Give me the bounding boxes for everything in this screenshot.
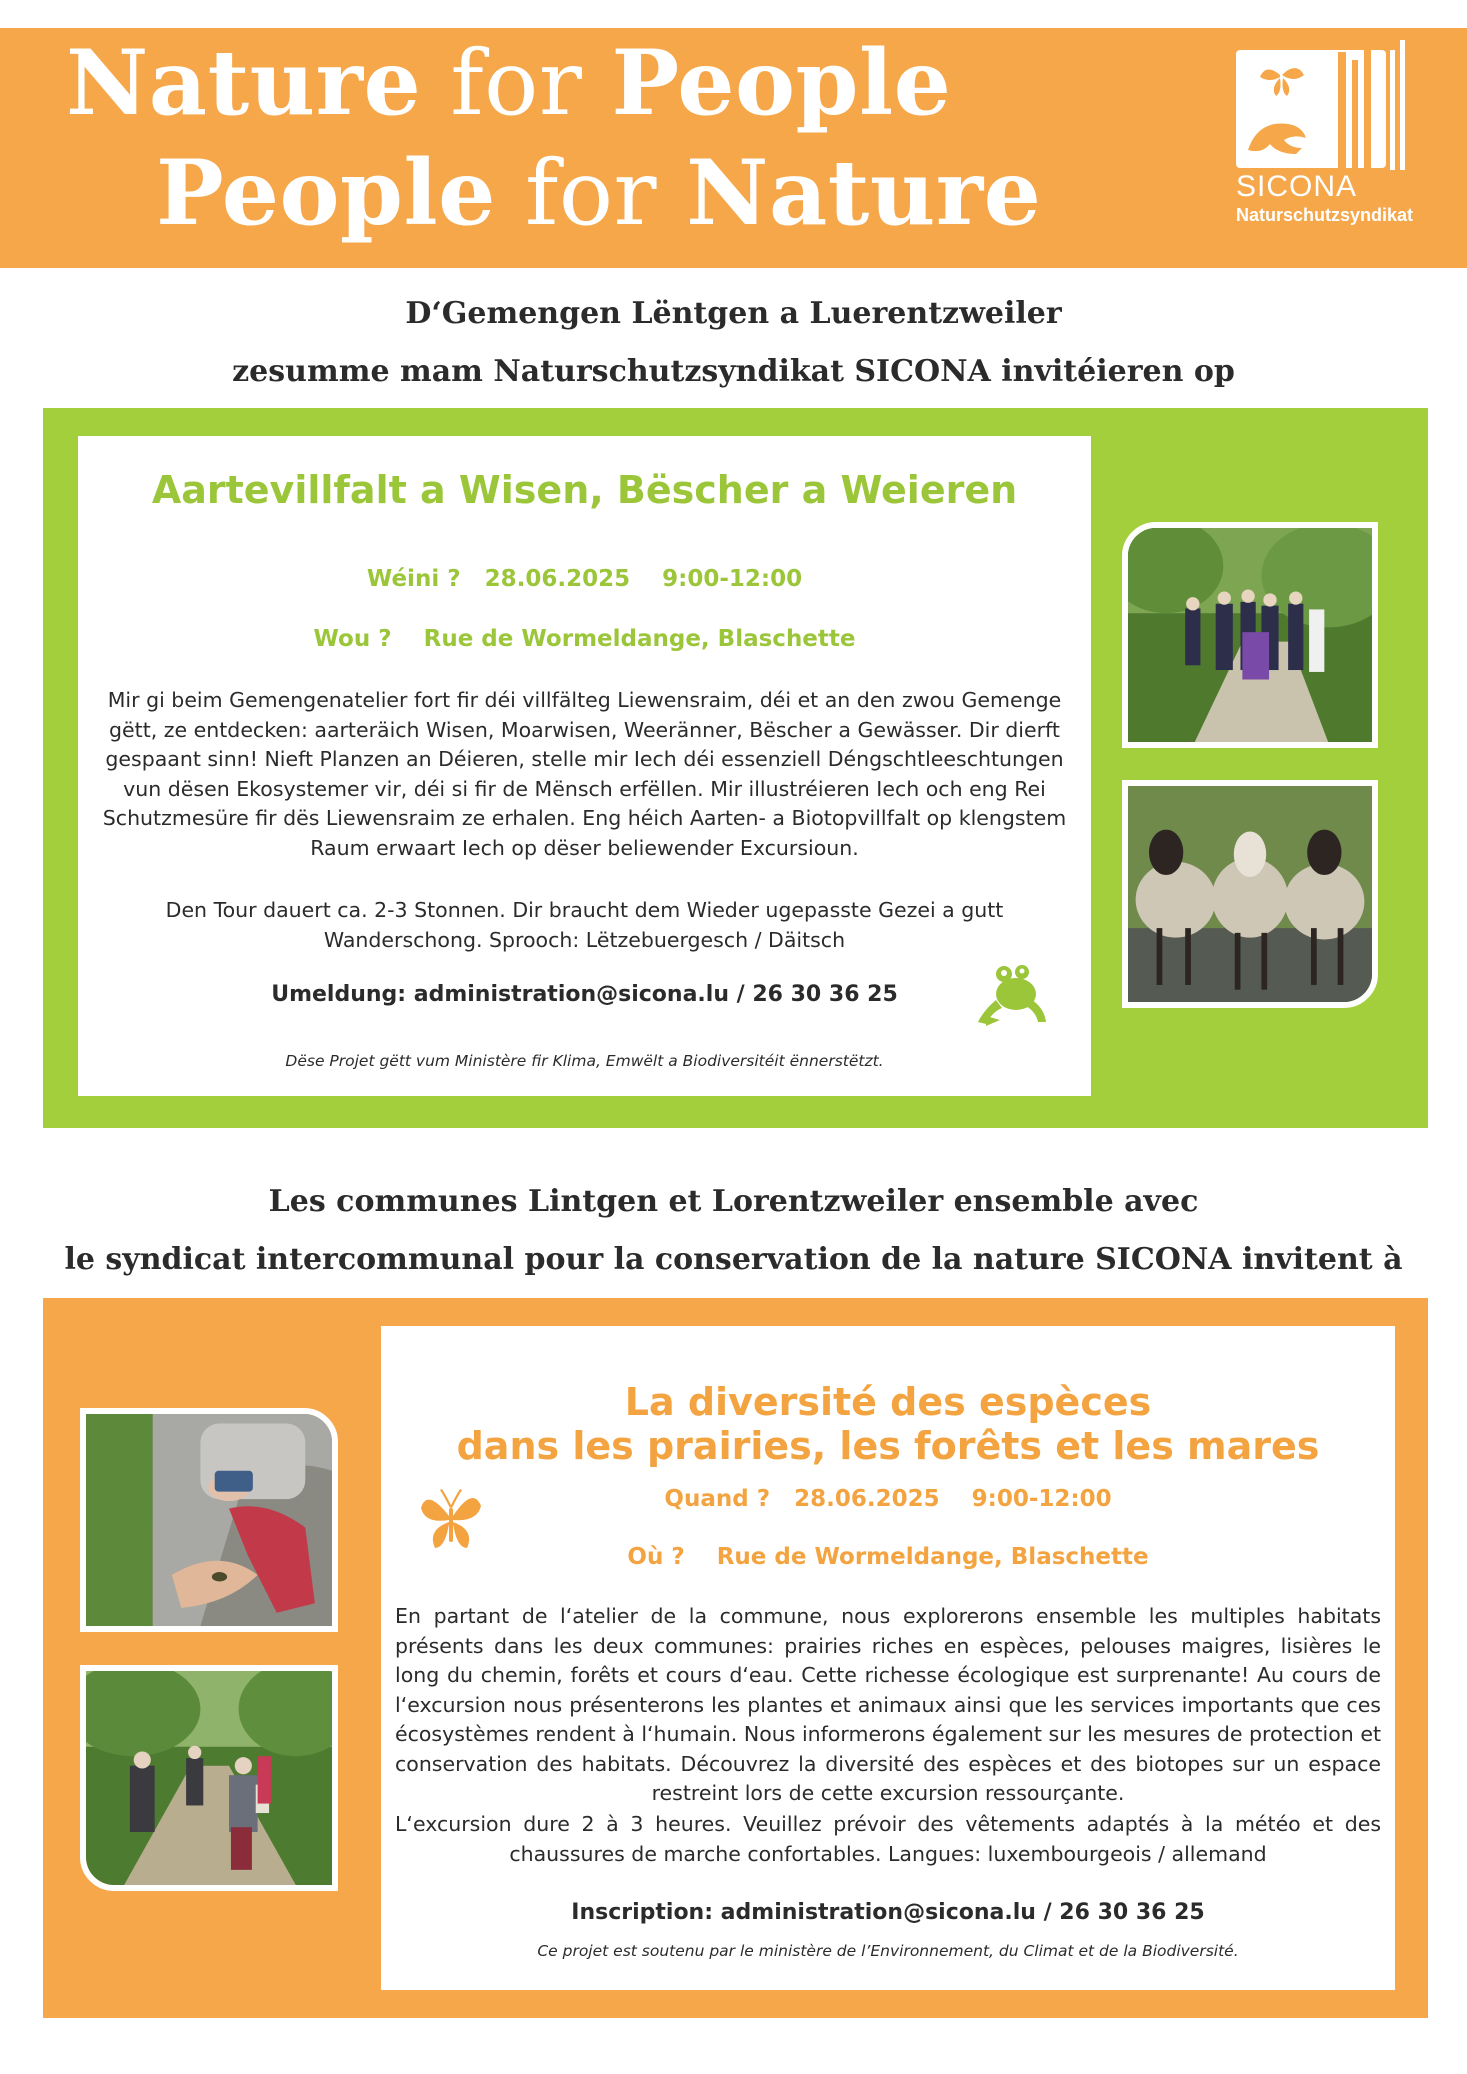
fr-when-label: Quand ? xyxy=(664,1486,771,1512)
fr-place: Rue de Wormeldange, Blaschette xyxy=(716,1544,1149,1570)
headline-line-2 xyxy=(156,140,1042,246)
fr-where xyxy=(381,1544,1395,1570)
headline-word: People xyxy=(156,140,496,246)
fr-intro-line-1: Les communes Lintgen et Lorentzweiler ensemble avec xyxy=(268,1184,1199,1219)
lux-registration: Umeldung: administration@sicona.lu / 26 30 36 25 xyxy=(271,982,898,1007)
fr-event-title-line-2: dans les prairies, les forêts et les mares xyxy=(456,1424,1320,1468)
lux-place: Rue de Wormeldange, Blaschette xyxy=(423,626,856,652)
lux-event-card xyxy=(78,436,1091,1096)
lux-practical-info: Den Tour dauert ca. 2-3 Stonnen. Dir braucht dem Wieder ugepasste Gezei a gutt Wanderschong. Sprooch: Lëtzebuergesch / Däitsch xyxy=(165,898,1004,952)
fr-intro-line-2: le syndicat intercommunal pour la conservation de la nature SICONA invitent à xyxy=(64,1242,1403,1277)
fr-where-label: Où ? xyxy=(627,1544,685,1570)
lux-intro-line-1: D‘Gemengen Lëntgen a Luerentzweiler xyxy=(405,296,1062,331)
headline-word: People xyxy=(611,30,952,136)
logo-name: SICONA xyxy=(1236,170,1358,203)
fr-description: En partant de l‘atelier de la commune, nous explorerons ensemble les multiples habitats présents dans les deux communes: prairies riches en espèces, pelouses maigres, lisières le long du chemin, forêts et cours d‘eau. Cette richesse écologique est surprenante! Au cours de l‘excursion nous présenterons les plantes et animaux ainsi que les services importants que ces écosystèmes rendent à l‘humain. Nous informerons également sur les mesures de protection et conservation des habitats. Découvrez la diversité des espèces et des biotopes sur un espace restreint lors de cette excursion ressourçante. xyxy=(395,1604,1381,1805)
lux-where xyxy=(78,626,1091,652)
headline-word: Nature xyxy=(66,30,422,136)
headline-word: Nature xyxy=(686,140,1042,246)
forest-walk-photo xyxy=(80,1665,338,1891)
lux-intro-line-2: zesumme mam Naturschutzsyndikat SICONA invitéieren op xyxy=(232,354,1235,389)
headline-word: for xyxy=(421,31,612,136)
fr-date: 28.06.2025 xyxy=(794,1486,940,1512)
lux-time: 9:00-12:00 xyxy=(662,566,803,592)
frog-icon xyxy=(976,960,1048,1030)
headline-word: for xyxy=(495,141,687,246)
butterfly-icon xyxy=(419,1486,483,1558)
fr-registration: Inscription: administration@sicona.lu / 26 30 36 25 xyxy=(571,1900,1205,1925)
sheep-photo xyxy=(1122,780,1378,1008)
child-frog-photo xyxy=(80,1408,338,1632)
fr-practical-info: L‘excursion dure 2 à 3 heures. Veuillez prévoir des vêtements adaptés à la météo et des chaussures de marche confortables. Langues: luxembourgeois / allemand xyxy=(395,1812,1381,1866)
headline-line-1 xyxy=(66,30,952,136)
lux-description: Mir gi beim Gemengenatelier fort fir déi villfälteg Liewensraim, déi et an den zwou Gemenge gëtt, ze entdecken: aarteräich Wisen, Moarwisen, Weeränner, Bëscher a Gewässer. Dir dierft gespaant sinn! Nieft Planzen an Déieren, stelle mir Iech déi essenziell Déngschtleeschtungen vun dësen Ekosystemer vir, déi si fir de Mënsch erfëllen. Mir illustréieren Iech och eng Rei Schutzmesüre fir dës Liewensraim ze erhalen. Eng héich Aarten- a Biotopvillfalt op klengstem Raum erwaart Iech op dëser beliewender Excursioun. xyxy=(102,688,1067,860)
lux-when-label: Wéini ? xyxy=(366,566,461,592)
lux-event-title: Aartevillfalt a Wisen, Bëscher a Weieren xyxy=(151,468,1018,512)
fr-event-title-line-1: La diversité des espèces xyxy=(624,1380,1152,1424)
logo-subtitle: Naturschutzsyndikat xyxy=(1236,205,1414,225)
fr-event-card xyxy=(381,1326,1395,1990)
fr-when xyxy=(381,1486,1395,1512)
lux-where-label: Wou ? xyxy=(313,626,392,652)
lux-support-note: Dëse Projet gëtt vum Ministère fir Klima, Emwëlt a Biodiversitéit ënnerstëtzt. xyxy=(285,1052,884,1070)
fr-time: 9:00-12:00 xyxy=(971,1486,1112,1512)
lux-date: 28.06.2025 xyxy=(484,566,631,592)
lux-when xyxy=(78,566,1091,592)
fr-support-note: Ce projet est soutenu par le ministère de l’Environnement, du Climat et de la Biodiversité. xyxy=(537,1942,1239,1960)
group-hike-photo xyxy=(1122,522,1378,748)
